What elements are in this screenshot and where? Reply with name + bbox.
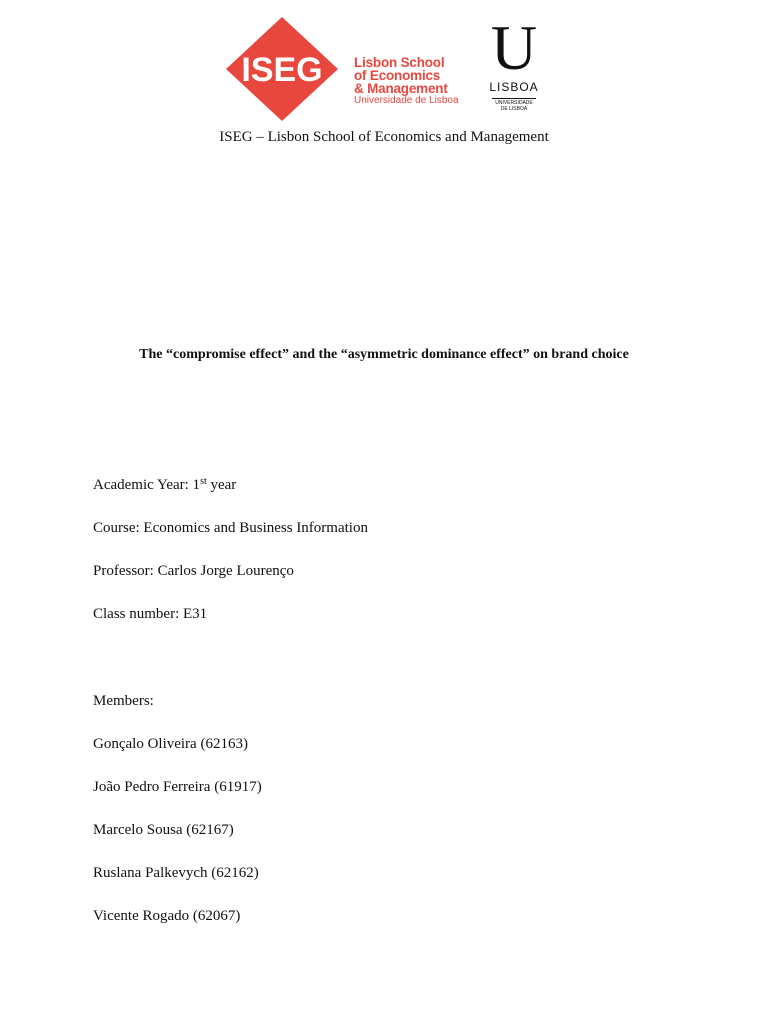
member-item: Marcelo Sousa (62167) [93, 822, 234, 838]
iseg-name-line: of Economics [354, 68, 441, 83]
members-label: Members: [93, 693, 154, 709]
ulisboa-small-line: DE LISBOA [500, 106, 528, 112]
academic-year-label: Academic Year: 1 [93, 477, 201, 493]
ulisboa-name: LISBOA [489, 80, 539, 94]
professor: Professor: Carlos Jorge Lourenço [93, 563, 294, 579]
document-title: The “compromise effect” and the “asymmetric dominance effect” on brand choice [139, 347, 629, 362]
member-item: Vicente Rogado (62067) [93, 908, 241, 924]
iseg-name-line: Lisbon School [354, 55, 445, 70]
iseg-name-line: & Management [354, 81, 448, 96]
school-name: ISEG – Lisbon School of Economics and Management [219, 129, 549, 145]
iseg-logo-text: ISEG [241, 51, 323, 89]
class-number: Class number: E31 [93, 606, 208, 622]
ulisboa-divider [492, 98, 536, 99]
iseg-name-block [354, 56, 459, 107]
ulisboa-letter: U [490, 12, 538, 83]
iseg-logo-icon [226, 17, 338, 121]
ulisboa-logo [488, 12, 540, 124]
member-item: Ruslana Palkevych (62162) [93, 865, 259, 881]
member-item: Gonçalo Oliveira (62163) [93, 736, 248, 752]
iseg-subtitle: Universidade de Lisboa [354, 95, 459, 106]
academic-year-sup: st [200, 476, 207, 487]
ulisboa-small-line: UNIVERSIDADE [495, 100, 533, 106]
header-logos [0, 0, 768, 130]
academic-year-rest: year [206, 477, 237, 493]
ulisboa-small-text [488, 100, 540, 112]
member-item: João Pedro Ferreira (61917) [93, 779, 262, 795]
academic-year [93, 477, 236, 494]
course: Course: Economics and Business Information [93, 520, 368, 536]
